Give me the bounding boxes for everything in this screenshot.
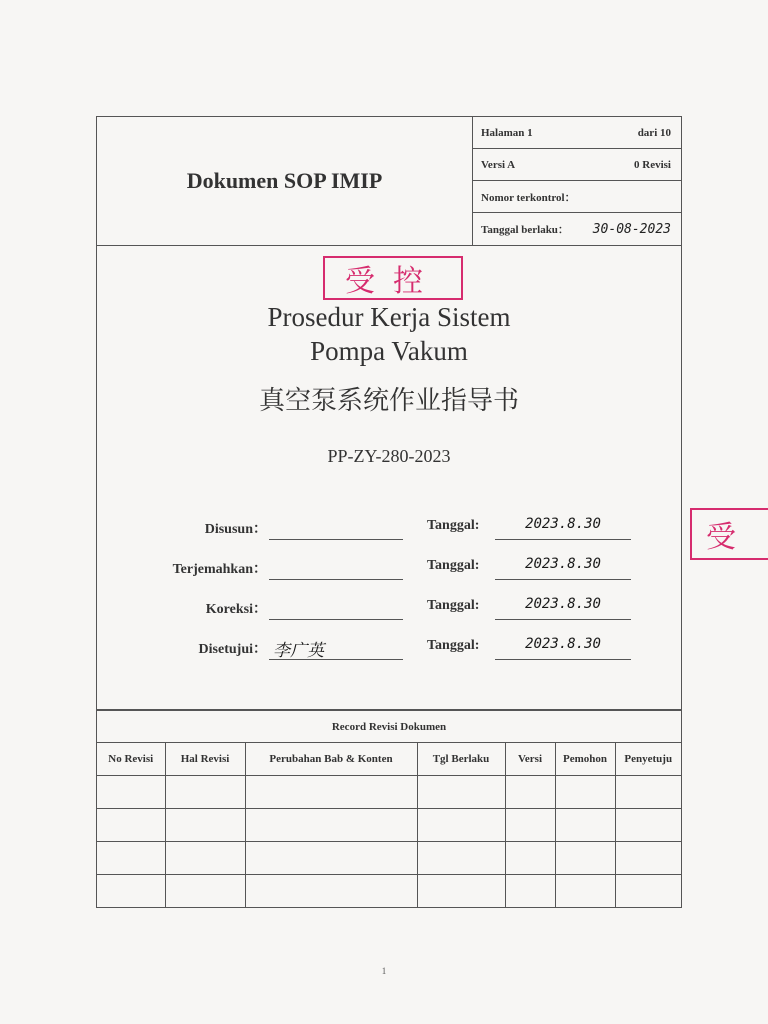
table-row — [97, 875, 681, 908]
date-value: 2023.8.30 — [495, 516, 631, 540]
signature-row-disusun — [97, 516, 681, 542]
meta-versi — [473, 149, 681, 181]
signature-row-koreksi — [97, 596, 681, 622]
table-row — [97, 776, 681, 809]
document-title: Dokumen SOP IMIP — [97, 117, 473, 245]
revision-table — [97, 743, 681, 907]
date-label: Tanggal: — [427, 558, 480, 573]
column-header: Hal Revisi — [165, 743, 245, 776]
table-row — [97, 842, 681, 875]
date-label: Tanggal: — [427, 518, 480, 533]
tanggal-berlaku-label: Tanggal berlaku： — [481, 224, 569, 236]
column-header: Pemohon — [555, 743, 615, 776]
signature-row-disetujui — [97, 636, 681, 662]
page-number: 1 — [381, 966, 387, 976]
title-chinese: 真空泵系统作业指导书 — [258, 386, 519, 416]
edge-controlled-stamp: 受 — [690, 508, 768, 560]
meta-halaman — [473, 117, 681, 149]
date-label: Tanggal: — [427, 638, 480, 653]
column-header: Versi — [505, 743, 555, 776]
header-box — [96, 116, 682, 246]
revision-header-row — [97, 743, 681, 776]
nomor-label: Nomor terkontrol： — [481, 191, 576, 204]
signature-label: Koreksi： — [205, 602, 267, 617]
signature-value: 李广英 — [269, 636, 403, 660]
column-header: Penyetuju — [615, 743, 681, 776]
signature-label: Terjemahkan： — [172, 562, 267, 577]
signature-label: Disusun： — [204, 522, 267, 537]
revision-title: Record Revisi Dokumen — [97, 711, 681, 743]
date-value: 2023.8.30 — [495, 596, 631, 620]
main-box — [96, 246, 682, 710]
signature-value — [269, 516, 403, 540]
signature-value — [269, 556, 403, 580]
signature-row-terjemahkan — [97, 556, 681, 582]
meta-tanggal — [473, 213, 681, 245]
signature-label: Disetujui： — [198, 642, 267, 657]
revisi-value: 0 Revisi — [634, 158, 671, 171]
column-header: No Revisi — [97, 743, 165, 776]
document-code: PP-ZY-280-2023 — [327, 446, 451, 466]
table-row — [97, 809, 681, 842]
date-value: 2023.8.30 — [495, 556, 631, 580]
signature-value — [269, 596, 403, 620]
date-label: Tanggal: — [427, 598, 480, 613]
halaman-label: Halaman 1 — [481, 126, 533, 139]
column-header: Perubahan Bab & Konten — [245, 743, 417, 776]
title-indonesian: Prosedur Kerja Sistem Pompa Vakum — [267, 302, 511, 366]
controlled-stamp: 受控 — [323, 256, 463, 300]
meta-block — [473, 117, 681, 245]
column-header: Tgl Berlaku — [417, 743, 505, 776]
versi-label: Versi A — [481, 158, 516, 171]
date-value: 2023.8.30 — [495, 636, 631, 660]
tanggal-berlaku-value: 30-08-2023 — [592, 221, 671, 237]
halaman-total: dari 10 — [637, 126, 671, 139]
meta-nomor — [473, 181, 681, 213]
revision-record — [96, 710, 682, 908]
